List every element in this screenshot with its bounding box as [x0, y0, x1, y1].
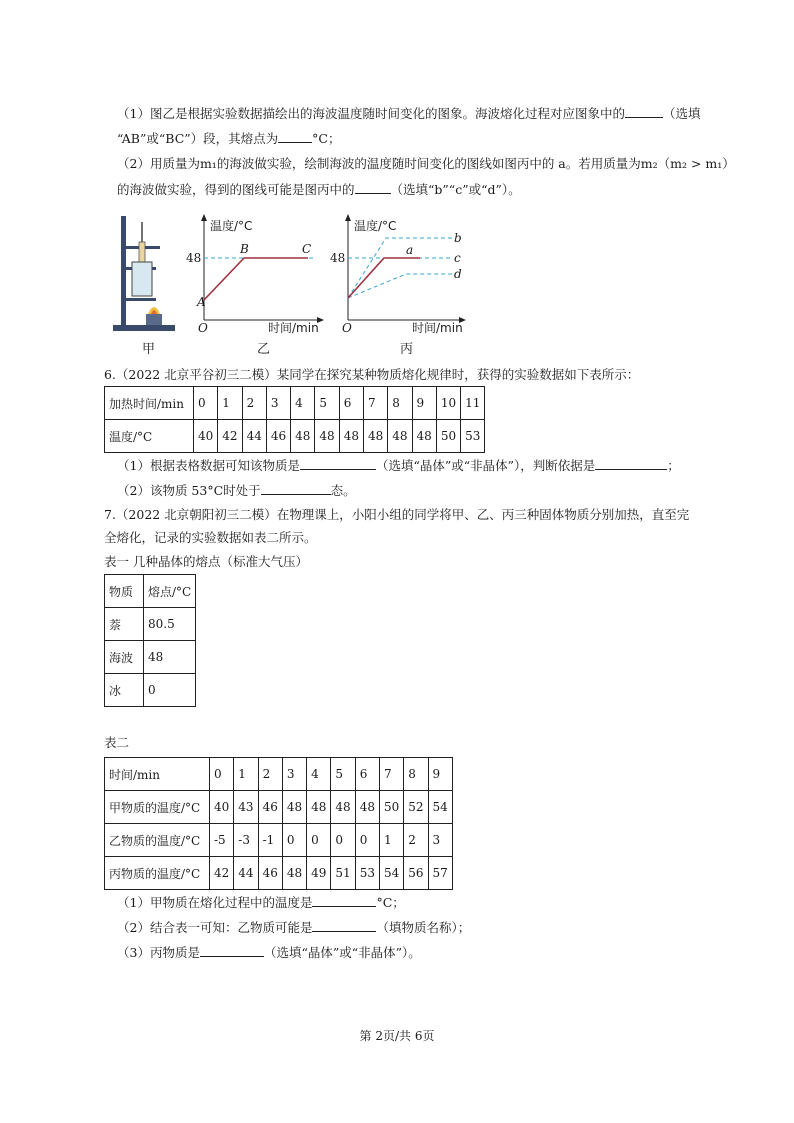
table2-title: 表二 — [104, 735, 130, 750]
table-cell: 4 — [307, 758, 331, 791]
answer-blank[interactable] — [355, 180, 391, 194]
table-cell: 40 — [210, 791, 234, 824]
table-cell: 0 — [210, 758, 234, 791]
bing-origin: O — [342, 321, 352, 335]
graph-yi — [186, 212, 326, 337]
table-cell: 萘 — [105, 608, 144, 641]
q5-line-1: （1）图乙是根据实验数据描绘出的海波温度随时间变化的图象。海波熔化过程对应图象中的 （选填 — [117, 106, 701, 121]
yi-point-b: B — [240, 242, 249, 256]
figure-yi-caption: 乙 — [257, 342, 271, 357]
yi-ylabel: 温度/°C — [210, 219, 253, 233]
bing-y-tick: 48 — [330, 251, 346, 265]
q6-table — [104, 386, 485, 453]
bing-line-c: c — [454, 251, 461, 265]
q5-line-4: 的海波做实验，得到的图线可能是图丙中的 （选填“b”“c”或“d”）。 — [117, 182, 521, 197]
table-cell: 2 — [404, 824, 428, 857]
table-cell: 6 — [355, 758, 379, 791]
table-cell: 48 — [282, 857, 306, 890]
table-row — [105, 575, 196, 608]
table-cell: 0 — [307, 824, 331, 857]
table-cell: 43 — [234, 791, 258, 824]
graph-bing — [328, 212, 468, 337]
table-cell: 0 — [282, 824, 306, 857]
table-cell: 48 — [315, 420, 339, 453]
q7-sub-3: （3）丙物质是 （选填“晶体”或“非晶体”）。 — [117, 945, 421, 960]
table-cell: -3 — [234, 824, 258, 857]
table-cell: 57 — [428, 857, 452, 890]
q7-sub-1: （1）甲物质在熔化过程中的温度是 °C； — [117, 895, 405, 910]
figure-bing-caption: 丙 — [400, 342, 414, 357]
table-cell: 46 — [258, 857, 282, 890]
q6-title: 6.（2022 北京平谷初三二模）某同学在探究某种物质熔化规律时，获得的实验数据如下表所示： — [104, 367, 640, 382]
table-cell: 42 — [210, 857, 234, 890]
table-header-cell: 温度/°C — [105, 420, 194, 453]
yi-y-tick: 48 — [186, 251, 202, 265]
table-header-cell: 丙物质的温度/°C — [105, 857, 210, 890]
table-row — [105, 420, 485, 453]
table-cell: 0 — [355, 824, 379, 857]
table-cell: 0 — [144, 674, 196, 707]
answer-blank[interactable] — [625, 104, 663, 118]
table2 — [104, 757, 453, 890]
q6-sub-2: （2）该物质 53°C时处于 态。 — [117, 483, 356, 498]
table-cell: 1 — [218, 387, 242, 420]
table-cell: 56 — [404, 857, 428, 890]
table-cell: 3 — [282, 758, 306, 791]
table-header-cell: 甲物质的温度/°C — [105, 791, 210, 824]
answer-blank[interactable] — [200, 943, 264, 957]
bing-ylabel: 温度/°C — [354, 219, 397, 233]
table-cell: 48 — [331, 791, 355, 824]
table-cell: 3 — [266, 387, 290, 420]
table-cell: 44 — [242, 420, 266, 453]
table-cell: 海波 — [105, 641, 144, 674]
table-cell: 冰 — [105, 674, 144, 707]
table-cell: 48 — [307, 791, 331, 824]
apparatus-figure — [110, 212, 180, 334]
table-row — [105, 608, 196, 641]
q7-sub-2: （2）结合表一可知：乙物质可能是 （填物质名称）； — [117, 920, 471, 935]
table-header-cell: 加热时间/min — [105, 387, 194, 420]
table-cell: 8 — [404, 758, 428, 791]
table-cell: -5 — [210, 824, 234, 857]
table-row — [105, 674, 196, 707]
table-cell: 46 — [258, 791, 282, 824]
table1 — [104, 574, 196, 707]
bing-xlabel: 时间/min — [412, 321, 463, 335]
answer-blank[interactable] — [312, 893, 376, 907]
table-cell: 48 — [412, 420, 436, 453]
table-cell: 11 — [461, 387, 485, 420]
table-cell: 1 — [234, 758, 258, 791]
table-cell: 80.5 — [144, 608, 196, 641]
q5-line-2: “AB”或“BC”）段，其熔点为 °C； — [117, 131, 341, 146]
table-cell: 53 — [355, 857, 379, 890]
table-row — [105, 791, 453, 824]
table-cell: 48 — [282, 791, 306, 824]
table-cell: 48 — [388, 420, 412, 453]
table-cell: 6 — [339, 387, 363, 420]
table-cell: 54 — [428, 791, 452, 824]
table-cell: 5 — [331, 758, 355, 791]
table-row — [105, 641, 196, 674]
yi-point-c: C — [302, 242, 312, 256]
yi-origin: O — [198, 321, 208, 335]
yi-point-a: A — [197, 295, 206, 309]
table-cell: 10 — [436, 387, 460, 420]
table-cell: 46 — [266, 420, 290, 453]
table-cell: 42 — [218, 420, 242, 453]
table-cell: 3 — [428, 824, 452, 857]
table-header-cell: 乙物质的温度/°C — [105, 824, 210, 857]
table-row — [105, 824, 453, 857]
table1-title: 表一 几种晶体的熔点（标准大气压） — [104, 554, 308, 569]
table-row — [105, 387, 485, 420]
table-cell: 48 — [144, 641, 196, 674]
table-header-cell: 熔点/°C — [144, 575, 196, 608]
q6-sub-1: （1）根据表格数据可知该物质是 （选填“晶体”或“非晶体”），判断依据是 ； — [117, 458, 680, 473]
table-cell: 50 — [379, 791, 403, 824]
table-cell: 4 — [291, 387, 315, 420]
table-cell: -1 — [258, 824, 282, 857]
table-cell: 9 — [428, 758, 452, 791]
figure-jia-caption: 甲 — [142, 342, 156, 357]
q5-line-3: （2）用质量为m₁的海波做实验，绘制海波的温度随时间变化的图线如图丙中的 a。若用质量为m₂（m₂ > m₁） — [117, 156, 735, 171]
table-cell: 53 — [461, 420, 485, 453]
table-cell: 48 — [355, 791, 379, 824]
answer-blank[interactable] — [595, 456, 667, 470]
table-cell: 48 — [339, 420, 363, 453]
page-footer: 第 2页/共 6页 — [359, 1029, 435, 1043]
answer-blank[interactable] — [261, 481, 331, 495]
table-header-cell: 物质 — [105, 575, 144, 608]
bing-line-b: b — [454, 231, 462, 245]
table-cell: 7 — [379, 758, 403, 791]
table-cell: 49 — [307, 857, 331, 890]
table-cell: 8 — [388, 387, 412, 420]
table-cell: 48 — [363, 420, 387, 453]
table-header-cell: 时间/min — [105, 758, 210, 791]
table-cell: 0 — [331, 824, 355, 857]
yi-xlabel: 时间/min — [268, 321, 319, 335]
table-row — [105, 857, 453, 890]
q7-title-1: 7.（2022 北京朝阳初三二模）在物理课上，小阳小组的同学将甲、乙、丙三种固体物质分别加热，直至完 — [104, 507, 690, 522]
table-cell: 40 — [194, 420, 218, 453]
answer-blank[interactable] — [278, 129, 312, 143]
q7-title-2: 全熔化，记录的实验数据如表二所示。 — [104, 530, 317, 545]
table-cell: 9 — [412, 387, 436, 420]
table-cell: 48 — [291, 420, 315, 453]
table-cell: 2 — [242, 387, 266, 420]
table-cell: 0 — [194, 387, 218, 420]
table-cell: 52 — [404, 791, 428, 824]
bing-line-d: d — [454, 267, 462, 281]
table-cell: 50 — [436, 420, 460, 453]
table-cell: 1 — [379, 824, 403, 857]
table-cell: 7 — [363, 387, 387, 420]
table-cell: 5 — [315, 387, 339, 420]
answer-blank[interactable] — [300, 456, 376, 470]
answer-blank[interactable] — [312, 918, 376, 932]
table-cell: 54 — [379, 857, 403, 890]
table-cell: 51 — [331, 857, 355, 890]
table-row — [105, 758, 453, 791]
bing-line-a: a — [406, 243, 414, 257]
table-cell: 44 — [234, 857, 258, 890]
table-cell: 2 — [258, 758, 282, 791]
